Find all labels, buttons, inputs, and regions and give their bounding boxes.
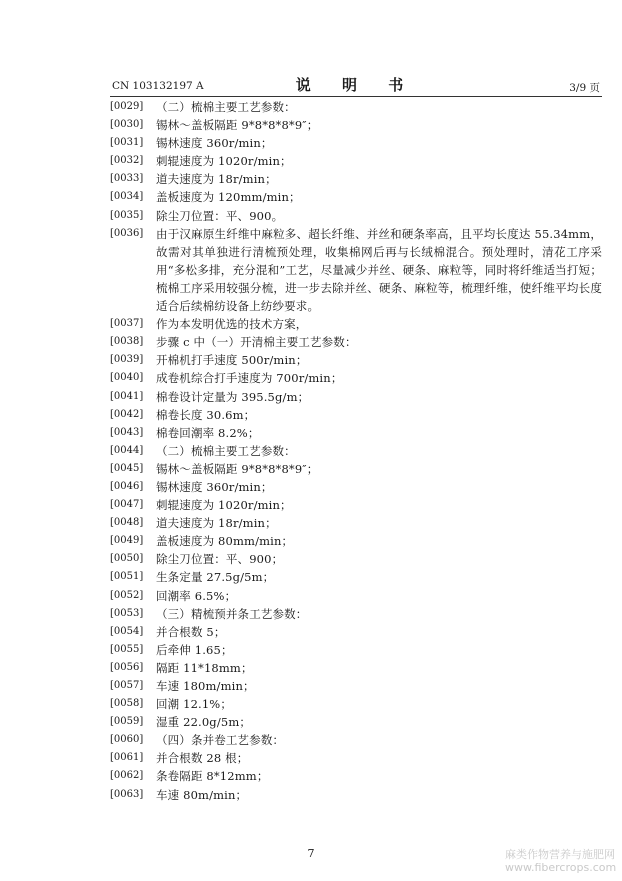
paragraph [110, 170, 602, 188]
paragraph-number: [0031] [110, 137, 144, 149]
paragraph-text: 道夫速度为 18r/min； [156, 172, 277, 187]
paragraph [110, 641, 602, 659]
paragraph-number: [0057] [110, 680, 144, 691]
paragraph-number: [0047] [110, 499, 144, 511]
header-divider [110, 96, 602, 97]
paragraph [110, 568, 602, 586]
paragraph-number: [0033] [110, 173, 144, 185]
paragraph-text: （二）梳棉主要工艺参数： [156, 100, 296, 114]
paragraph-number: [0056] [110, 661, 144, 673]
paragraph-text: 生条定量 27.5g/5m； [156, 570, 275, 585]
paragraph [110, 225, 602, 315]
paragraph [110, 677, 602, 695]
paragraph [110, 388, 602, 406]
paragraph [110, 496, 602, 514]
paragraph-text: 刺辊速度为 1020r/min； [156, 154, 292, 169]
paragraph-text: 作为本发明优选的技术方案， [156, 317, 308, 332]
watermark [505, 848, 616, 874]
paragraph-text: 后牵伸 1.65； [156, 642, 233, 657]
paragraph-number: [0041] [110, 390, 144, 402]
paragraph [110, 550, 602, 568]
paragraph-text: 隔距 11*18mm； [156, 660, 253, 675]
document-header [112, 74, 600, 94]
paragraph-number: [0030] [110, 119, 144, 131]
paragraph-number: [0032] [110, 155, 144, 167]
paragraph [110, 351, 602, 369]
page-number: 7 [307, 847, 315, 860]
paragraph-number: [0055] [110, 643, 144, 655]
paragraph [110, 152, 602, 170]
paragraph [110, 207, 602, 225]
paragraph-text: 车速 80m/min； [156, 787, 248, 802]
paragraph-text: 条卷隔距 8*12mm； [156, 769, 269, 784]
paragraph-text: （四）条并卷工艺参数： [156, 733, 285, 748]
paragraph [110, 514, 602, 532]
paragraph-number: [0035] [110, 209, 144, 221]
paragraph [110, 767, 602, 785]
paragraph-text: 回潮 12.1%； [156, 697, 233, 712]
paragraph [110, 605, 602, 623]
paragraph-number: [0058] [110, 698, 144, 710]
paragraph [110, 695, 602, 713]
paragraph [110, 731, 602, 749]
paragraph [110, 333, 602, 351]
paragraph-text: （三）精梳预并条工艺参数： [156, 606, 308, 621]
paragraph [110, 460, 602, 478]
paragraph-text: 成卷机综合打手速度为 700r/min； [156, 371, 343, 386]
paragraph-number: [0059] [110, 716, 144, 728]
paragraph-number: [0061] [110, 752, 144, 764]
paragraph-text: 棉卷长度 30.6m； [156, 407, 256, 422]
paragraph-text: 除尘刀位置：平、900； [156, 552, 284, 567]
paragraph-number: [0039] [110, 354, 144, 366]
page-indicator: 3/9 页 [569, 82, 600, 94]
paragraph-number: [0060] [110, 734, 144, 746]
paragraph [110, 188, 602, 206]
paragraph-text: 盖板速度为 80mm/min； [156, 534, 294, 549]
paragraph-text: 棉卷回潮率 8.2%； [156, 425, 260, 440]
paragraph-text: 锡林～盖板隔距 9*8*8*8*9″； [156, 461, 319, 476]
paragraph [110, 442, 602, 460]
paragraph-text: 回潮率 6.5%； [156, 588, 237, 603]
paragraph [110, 587, 602, 605]
paragraph-text: 车速 180m/min； [156, 679, 255, 693]
paragraph [110, 406, 602, 424]
paragraph-number: [0029] [110, 101, 144, 112]
paragraph-text: 并合根数 28 根； [156, 751, 249, 766]
paragraph-number: [0042] [110, 408, 144, 420]
paragraph-text: 除尘刀位置：平、900。 [156, 208, 284, 223]
patent-number: CN 103132197 A [112, 80, 204, 92]
paragraph [110, 315, 602, 333]
paragraph [110, 369, 602, 387]
paragraph-text: 由于汉麻原生纤维中麻粒多、超长纤维、并丝和硬条率高，且平均长度达 55.34mm，故需对其单独进行清梳预处理，收集棉网后再与长绒棉混合。预处理时，清花工序采用“多松多排，充分混和”工艺，尽量减少并丝、硬条、麻粒等，同时将纤维适当打短；梳棉工序采用较强分梳，进一步去除并丝、硬条、麻粒等，梳理纤维，使纤维平均长度适合后续棉纺设备上纺纱要求。 [156, 226, 602, 314]
paragraph [110, 98, 602, 116]
paragraph [110, 134, 602, 152]
paragraph-number: [0049] [110, 535, 144, 547]
watermark-url: www.fibercrops.com [505, 861, 617, 874]
paragraph-number: [0052] [110, 589, 144, 601]
paragraph-text: 道夫速度为 18r/min； [156, 516, 277, 531]
paragraph [110, 713, 602, 731]
paragraph-text: 锡林速度 360r/min； [156, 136, 273, 151]
paragraph-text: 湿重 22.0g/5m； [156, 715, 252, 730]
paragraph [110, 424, 602, 442]
paragraph-text: 盖板速度为 120mm/min； [156, 190, 301, 205]
paragraph-text: 锡林速度 360r/min； [156, 479, 273, 494]
paragraph-number: [0043] [110, 426, 144, 438]
paragraph-text: 锡林～盖板隔距 9*8*8*8*9″； [156, 118, 319, 133]
paragraph-number: [0062] [110, 770, 144, 782]
paragraph-number: [0036] [110, 227, 144, 239]
paragraph-text: 并合根数 5； [156, 624, 226, 639]
paragraph-text: 开棉机打手速度 500r/min； [156, 353, 308, 368]
paragraph-number: [0053] [110, 607, 144, 619]
paragraph-number: [0054] [110, 625, 144, 637]
paragraph [110, 749, 602, 767]
paragraph-number: [0044] [110, 444, 144, 456]
paragraph-number: [0046] [110, 480, 144, 492]
paragraph-number: [0051] [110, 571, 144, 583]
paragraph-text: （二）梳棉主要工艺参数： [156, 443, 296, 458]
paragraph [110, 478, 602, 496]
paragraph [110, 532, 602, 550]
paragraph-text: 棉卷设计定量为 395.5g/m； [156, 389, 310, 404]
paragraph-number: [0038] [110, 336, 144, 348]
watermark-site-name: 麻类作物营养与施肥网 [505, 848, 615, 861]
paragraph-number: [0034] [110, 191, 144, 203]
paragraph-number: [0045] [110, 462, 144, 474]
paragraph [110, 659, 602, 677]
paragraph-number: [0050] [110, 553, 144, 565]
paragraph-text: 刺辊速度为 1020r/min； [156, 498, 292, 513]
paragraph-number: [0040] [110, 372, 144, 384]
paragraph [110, 786, 602, 804]
paragraph-text: 步骤 c 中（一）开清棉主要工艺参数： [156, 335, 357, 350]
paragraph-list [110, 98, 602, 804]
paragraph-number: [0037] [110, 318, 144, 330]
document-title: 说 明 书 [295, 76, 417, 94]
paragraph [110, 116, 602, 134]
paragraph-number: [0063] [110, 788, 144, 800]
paragraph [110, 623, 602, 641]
paragraph-number: [0048] [110, 517, 144, 529]
